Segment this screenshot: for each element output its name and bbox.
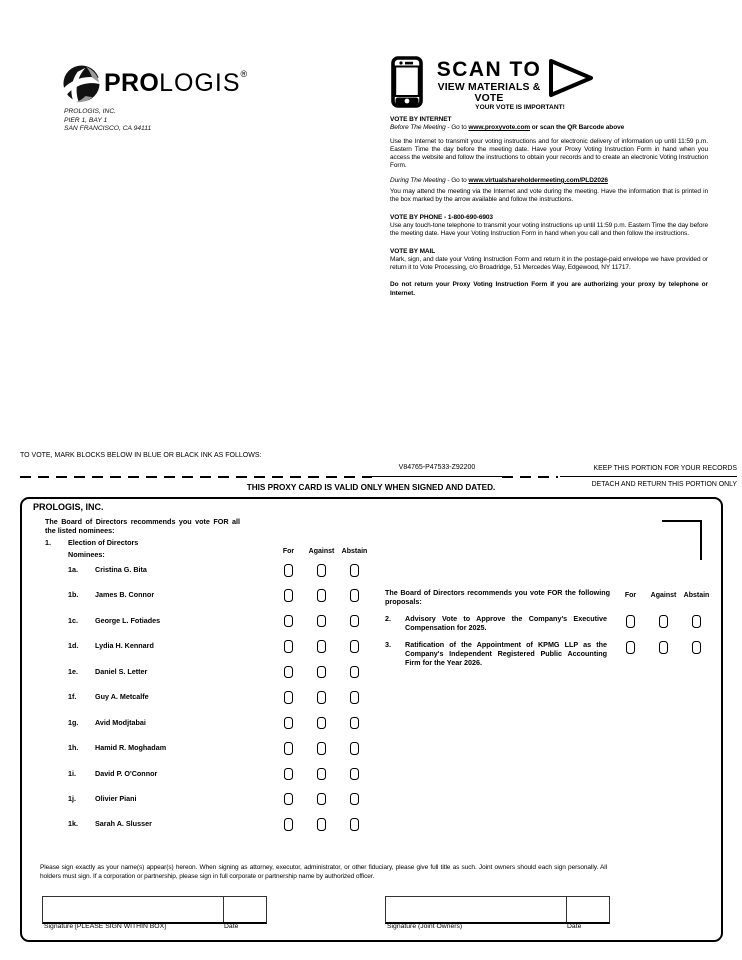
nominee-row [68, 589, 371, 614]
vote-checkbox-abstain[interactable] [350, 564, 360, 577]
item1-number: 1. [45, 538, 51, 547]
valid-when-signed-note: THIS PROXY CARD IS VALID ONLY WHEN SIGNED AND DATED. [246, 483, 496, 492]
control-number: V84765-P47533-Z92200 [398, 464, 476, 471]
company-address [64, 108, 151, 134]
vote-options [272, 615, 371, 628]
nominee-row [68, 742, 371, 767]
vote-options [272, 691, 371, 704]
keep-portion-underline [560, 476, 737, 477]
signature-box-joint [385, 896, 610, 924]
vote-checkbox-abstain[interactable] [350, 742, 360, 755]
address-line: PROLOGIS, INC. [64, 108, 117, 115]
vote-checkbox-abstain[interactable] [350, 589, 360, 602]
proposal-id: 3. [385, 640, 391, 649]
vote-checkbox-against[interactable] [317, 615, 327, 628]
nominee-name: Guy A. Metcalfe [95, 692, 149, 702]
before-meeting-line [390, 124, 708, 132]
vote-checkbox-for[interactable] [284, 691, 294, 704]
vote-options [614, 615, 713, 628]
vote-checkbox-against[interactable] [317, 742, 327, 755]
vote-checkbox-against[interactable] [317, 640, 327, 653]
vote-options [272, 564, 371, 577]
signature-input-area[interactable] [43, 897, 223, 922]
perforation-dashed-line [20, 476, 372, 478]
proposal-row [385, 640, 715, 668]
nominee-id: 1h. [68, 743, 79, 753]
nominee-row [68, 640, 371, 665]
vote-checkbox-for[interactable] [284, 742, 294, 755]
registered-mark: ® [240, 69, 248, 79]
vote-checkbox-for[interactable] [284, 615, 294, 628]
perforation-dashed-line [502, 476, 558, 478]
column-header-for: For [282, 548, 295, 555]
nominee-row [68, 691, 371, 716]
vote-by-mail-heading: VOTE BY MAIL [390, 247, 436, 255]
nominee-row [68, 717, 371, 742]
control-number-underline [372, 476, 502, 477]
vote-by-internet-heading: VOTE BY INTERNET [390, 116, 452, 123]
nominee-row [68, 818, 371, 843]
vote-options [272, 717, 371, 730]
vote-checkbox-for[interactable] [284, 818, 294, 831]
mail-paragraph: Mark, sign, and date your Voting Instruction Form and return it in the postage-paid envelope we have provided or return it to Vote Processing, c/o Broadridge, 51 Mercedes Way, Edgewood, NY 11717. [390, 255, 708, 272]
column-header-against: Against [308, 548, 335, 555]
virtual-meeting-url: www.virtualshareholdermeeting.com/PLD2026 [468, 176, 608, 184]
vote-checkbox-against[interactable] [317, 666, 327, 679]
item1-title: Election of Directors [68, 538, 139, 547]
vote-checkbox-for[interactable] [284, 589, 294, 602]
vote-options [272, 818, 371, 831]
vote-checkbox-abstain[interactable] [350, 640, 360, 653]
prologis-globe-icon [62, 64, 101, 103]
vote-options [614, 641, 713, 654]
recommend-nominees-text: The Board of Directors recommends you vote FOR all the listed nominees: [45, 517, 240, 535]
nominee-id: 1c. [68, 615, 78, 625]
column-header-for: For [624, 592, 637, 599]
nominee-name: Cristina G. Bita [95, 565, 147, 574]
nominee-name: Hamid R. Moghadam [95, 743, 167, 753]
signature-box-primary [42, 896, 267, 924]
date-input-area[interactable] [224, 897, 266, 922]
internet-paragraph: Use the Internet to transmit your voting instructions and for electronic delivery of information up until 11:59 p.m. Eastern Time the day before the meeting date. Have your Proxy Voting Instruction Form in hand when you access the website and follow the instructions to obtain your records and to create an electronic Voting Instruction Form. [390, 137, 708, 170]
vote-options [272, 742, 371, 755]
vote-checkbox-abstain[interactable] [350, 691, 360, 704]
voting-instructions [390, 116, 708, 298]
during-meeting-line [390, 177, 708, 185]
nominee-id: 1b. [68, 590, 79, 600]
vote-checkbox-for[interactable] [626, 641, 636, 654]
vote-checkbox-against[interactable] [659, 641, 669, 654]
nominee-name: Olivier Piani [95, 793, 137, 803]
vote-checkbox-against[interactable] [659, 615, 669, 628]
vote-checkbox-abstain[interactable] [350, 768, 360, 781]
logo-text-bold: PRO [104, 69, 160, 97]
address-line: PIER 1, BAY 1 [64, 116, 108, 124]
vote-checkbox-abstain[interactable] [692, 641, 702, 654]
smartphone-icon [391, 56, 423, 108]
nominee-name: Lydia H. Kennard [95, 641, 154, 651]
column-header-abstain: Abstain [683, 592, 710, 599]
nominees-label: Nominees: [68, 550, 105, 559]
signature-joint-label: Signature (Joint Owners) [387, 923, 463, 930]
vote-checkbox-abstain[interactable] [350, 793, 360, 806]
nominee-id: 1i. [68, 768, 76, 778]
nominee-name: Sarah A. Slusser [95, 819, 152, 829]
mark-blocks-instruction: TO VOTE, MARK BLOCKS BELOW IN BLUE OR BLACK INK AS FOLLOWS: [20, 452, 262, 459]
vote-options [272, 589, 371, 602]
vote-checkbox-abstain[interactable] [350, 717, 360, 730]
nominee-id: 1g. [68, 717, 79, 727]
detach-return-note: DETACH AND RETURN THIS PORTION ONLY [591, 481, 737, 488]
before-meeting-mid: - Go to [445, 124, 469, 132]
during-meeting-paragraph: You may attend the meeting via the Internet and vote during the meeting. Have the information that is printed in the box marked by the arrow available and follow the instructions. [390, 188, 708, 204]
proposal-row [385, 614, 715, 632]
nominee-id: 1f. [68, 692, 77, 702]
during-meeting-label: During The Meeting [390, 176, 446, 184]
vote-checkbox-abstain[interactable] [692, 615, 702, 628]
nominee-name: Daniel S. Letter [95, 666, 148, 676]
vote-checkbox-against[interactable] [317, 768, 327, 781]
vote-important-note: YOUR VOTE IS IMPORTANT! [475, 104, 565, 111]
vote-checkbox-abstain[interactable] [350, 818, 360, 831]
vote-columns-header-nominees [272, 548, 371, 555]
logo-text-light: LOGIS [159, 69, 241, 97]
vote-checkbox-against[interactable] [317, 564, 327, 577]
nominee-row [68, 666, 371, 691]
vote-checkbox-for[interactable] [284, 640, 294, 653]
do-not-return-warning: Do not return your Proxy Voting Instruction Form if you are authorizing your proxy by telephone or Internet. [390, 281, 708, 297]
proposal-text: Ratification of the Appointment of KPMG LLP as the Company's Independent Registered Public Accounting Firm for the Year 2026. [405, 640, 607, 668]
nominee-row [68, 793, 371, 818]
signature-input-area[interactable] [386, 897, 566, 922]
card-company-name: PROLOGIS, INC. [33, 502, 104, 512]
vote-checkbox-abstain[interactable] [350, 666, 360, 679]
prologis-logo [104, 69, 247, 98]
proposal-id: 2. [385, 614, 391, 623]
nominee-row [68, 615, 371, 640]
vote-checkbox-against[interactable] [317, 589, 327, 602]
date-label: Date [224, 923, 239, 930]
nominee-name: Avid Modjtabai [95, 717, 146, 727]
during-meeting-mid: - Go to [445, 176, 469, 184]
proposal-text: Advisory Vote to Approve the Company's Executive Compensation for 2025. [405, 614, 607, 633]
signature-instruction: Please sign exactly as your name(s) appear(s) hereon. When signing as attorney, executor, administrator, or other fiduciary, please give full title as such. Joint owners should each sign personally. All holders must sign. If a corporation or partnership, please sign in full corporate or partnership name by authorized officer. [40, 864, 607, 880]
vote-options [272, 666, 371, 679]
vote-columns-header-proposals [614, 592, 713, 599]
signature-primary-label: Signature [PLEASE SIGN WITHIN BOX] [44, 923, 167, 930]
control-box-corner-mark [662, 520, 702, 560]
vote-checkbox-against[interactable] [317, 717, 327, 730]
vote-options [272, 793, 371, 806]
nominee-list [68, 564, 371, 844]
scan-to-subtitle: VIEW MATERIALS & VOTE [437, 82, 541, 104]
vote-checkbox-for[interactable] [284, 717, 294, 730]
vote-checkbox-for[interactable] [284, 768, 294, 781]
keep-portion-note: KEEP THIS PORTION FOR YOUR RECORDS [593, 465, 737, 472]
nominee-name: George L. Fotiades [95, 615, 161, 625]
nominee-id: 1k. [68, 819, 78, 829]
vote-by-phone-heading: VOTE BY PHONE - 1-800-690-6903 [390, 213, 493, 221]
vote-checkbox-against[interactable] [317, 793, 327, 806]
vote-checkbox-for[interactable] [284, 564, 294, 577]
vote-checkbox-against[interactable] [317, 818, 327, 831]
address-line: SAN FRANCISCO, CA 94111 [64, 125, 152, 133]
nominee-id: 1d. [68, 641, 79, 651]
vote-checkbox-abstain[interactable] [350, 615, 360, 628]
nominee-name: David P. O'Connor [95, 768, 158, 778]
vote-checkbox-against[interactable] [317, 691, 327, 704]
arrow-triangle-icon [547, 57, 595, 99]
scan-banner [424, 59, 554, 104]
vote-checkbox-for[interactable] [284, 666, 294, 679]
column-header-against: Against [650, 592, 677, 599]
nominee-row [68, 564, 371, 589]
date-label: Date [567, 923, 582, 930]
vote-options [272, 768, 371, 781]
proxyvote-url: www.proxyvote.com [468, 124, 531, 132]
scan-to-title: SCAN TO [436, 58, 542, 81]
before-meeting-post: or scan the QR Barcode above [530, 124, 625, 132]
vote-options [272, 640, 371, 653]
phone-paragraph: Use any touch-tone telephone to transmit your voting instructions up until 11:59 p.m. Eastern Time the day before the meeting date. Have your Voting Instruction Form in hand when you call and then follow the instructions. [390, 221, 708, 238]
nominee-id: 1j. [68, 793, 76, 803]
nominee-row [68, 768, 371, 793]
before-meeting-label: Before The Meeting [390, 124, 446, 132]
column-header-abstain: Abstain [341, 548, 368, 555]
recommend-proposals-text: The Board of Directors recommends you vote FOR the following proposals: [385, 588, 610, 606]
nominee-id: 1a. [68, 565, 78, 574]
date-input-area[interactable] [567, 897, 609, 922]
vote-checkbox-for[interactable] [626, 615, 636, 628]
vote-checkbox-for[interactable] [284, 793, 294, 806]
nominee-name: James B. Connor [95, 590, 155, 600]
nominee-id: 1e. [68, 666, 78, 676]
